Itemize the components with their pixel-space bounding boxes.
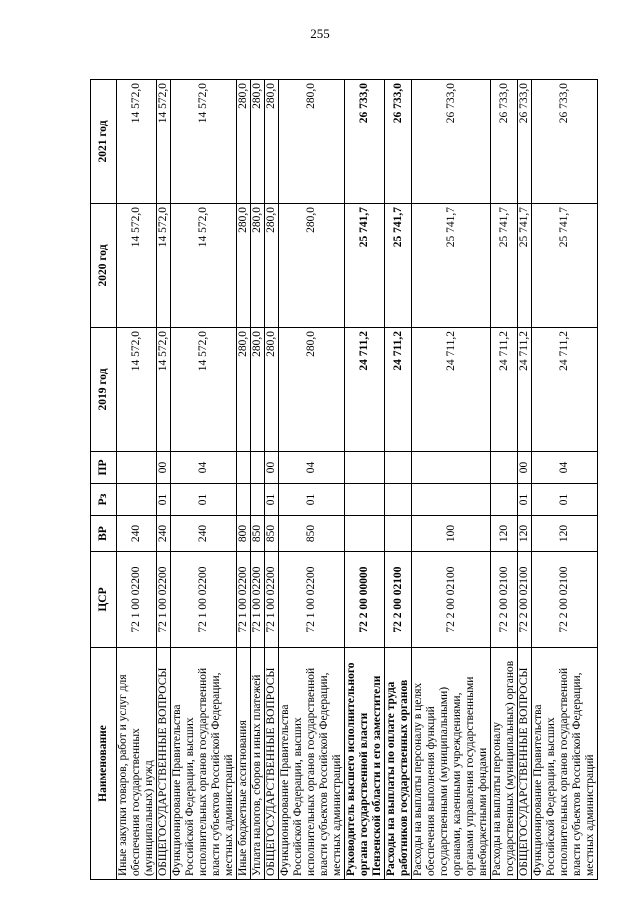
row-csr: 72 1 00 02200 — [251, 552, 265, 648]
row-2021: 26 733,0 — [345, 80, 385, 204]
row-pr: 00 — [157, 452, 171, 484]
table-row — [117, 80, 157, 880]
row-vr: 850 — [279, 516, 345, 552]
header-vr: ВР — [91, 516, 117, 552]
row-vr: 240 — [171, 516, 237, 552]
budget-table-rotated — [90, 80, 596, 880]
row-2020: 14 572,0 — [171, 204, 237, 328]
header-2021: 2021 год — [91, 80, 117, 204]
row-rz — [345, 484, 385, 516]
table-row — [171, 80, 237, 880]
row-vr: 850 — [251, 516, 265, 552]
row-pr — [237, 452, 251, 484]
row-2021: 26 733,0 — [491, 80, 518, 204]
row-vr: 240 — [117, 516, 157, 552]
row-name: Функционирование Правительства Российской Федерации, высших исполнительных органов государственной власти субъектов Российской Федерации, местных администраций — [279, 648, 345, 880]
row-csr: 72 2 00 00000 — [345, 552, 385, 648]
header-rz: Рз — [91, 484, 117, 516]
row-pr: 04 — [532, 452, 598, 484]
table-body — [117, 80, 598, 880]
row-rz — [117, 484, 157, 516]
row-vr: 850 — [265, 516, 279, 552]
row-2020: 280,0 — [265, 204, 279, 328]
page-number: 255 — [310, 26, 330, 41]
row-2020: 14 572,0 — [157, 204, 171, 328]
row-csr: 72 1 00 02200 — [265, 552, 279, 648]
row-2019: 14 572,0 — [171, 328, 237, 452]
table-row — [491, 80, 518, 880]
header-csr: ЦСР — [91, 552, 117, 648]
budget-table — [90, 79, 598, 880]
row-2021: 14 572,0 — [157, 80, 171, 204]
row-2021: 26 733,0 — [518, 80, 532, 204]
row-2020: 25 741,7 — [491, 204, 518, 328]
table-row — [251, 80, 265, 880]
row-rz — [491, 484, 518, 516]
header-row — [91, 80, 117, 880]
row-2019: 280,0 — [251, 328, 265, 452]
row-name: Иные закупки товаров, работ и услуг для обеспечения государственных (муниципальных) нужд — [117, 648, 157, 880]
row-rz — [385, 484, 412, 516]
row-csr: 72 2 00 02100 — [385, 552, 412, 648]
row-rz: 01 — [171, 484, 237, 516]
row-vr: 800 — [237, 516, 251, 552]
table-row — [518, 80, 532, 880]
row-csr: 72 2 00 02100 — [518, 552, 532, 648]
row-name: Расходы на выплаты персоналу государственных (муниципальных) органов — [491, 648, 518, 880]
row-rz: 01 — [265, 484, 279, 516]
row-2019: 24 711,2 — [532, 328, 598, 452]
row-2021: 14 572,0 — [117, 80, 157, 204]
row-name: ОБЩЕГОСУДАРСТВЕННЫЕ ВОПРОСЫ — [518, 648, 532, 880]
row-pr — [251, 452, 265, 484]
row-2019: 14 572,0 — [157, 328, 171, 452]
row-name: Иные бюджетные ассигнования — [237, 648, 251, 880]
row-name: Функционирование Правительства Российской Федерации, высших исполнительных органов государственной власти субъектов Российской Федерации, местных администраций — [171, 648, 237, 880]
row-2021: 14 572,0 — [171, 80, 237, 204]
row-rz — [237, 484, 251, 516]
header-name: Наименование — [91, 648, 117, 880]
row-2019: 280,0 — [265, 328, 279, 452]
row-2020: 25 741,7 — [385, 204, 412, 328]
table-row — [279, 80, 345, 880]
row-name: ОБЩЕГОСУДАРСТВЕННЫЕ ВОПРОСЫ — [265, 648, 279, 880]
row-2020: 280,0 — [279, 204, 345, 328]
row-pr: 00 — [518, 452, 532, 484]
row-vr: 100 — [412, 516, 491, 552]
row-2021: 26 733,0 — [385, 80, 412, 204]
row-csr: 72 2 00 02100 — [532, 552, 598, 648]
row-rz — [251, 484, 265, 516]
row-csr: 72 1 00 02200 — [237, 552, 251, 648]
row-2021: 280,0 — [265, 80, 279, 204]
row-csr: 72 1 00 02200 — [117, 552, 157, 648]
row-2019: 280,0 — [237, 328, 251, 452]
header-2020: 2020 год — [91, 204, 117, 328]
row-rz: 01 — [157, 484, 171, 516]
table-row — [237, 80, 251, 880]
row-name: ОБЩЕГОСУДАРСТВЕННЫЕ ВОПРОСЫ — [157, 648, 171, 880]
row-2019: 14 572,0 — [117, 328, 157, 452]
row-rz: 01 — [518, 484, 532, 516]
row-pr — [412, 452, 491, 484]
row-pr: 04 — [171, 452, 237, 484]
table-row — [412, 80, 491, 880]
row-name: Расходы на выплаты персоналу в целях обеспечения выполнения функций государственными (муниципальными) органами, казенными учреждениями, органами управления государственными внебюджетными фондами — [412, 648, 491, 880]
row-2020: 280,0 — [237, 204, 251, 328]
table-row — [157, 80, 171, 880]
row-2019: 24 711,2 — [345, 328, 385, 452]
table-row — [532, 80, 598, 880]
row-csr: 72 2 00 02100 — [491, 552, 518, 648]
row-2020: 25 741,7 — [345, 204, 385, 328]
row-csr: 72 1 00 02200 — [279, 552, 345, 648]
header-2019: 2019 год — [91, 328, 117, 452]
row-2020: 280,0 — [251, 204, 265, 328]
row-2021: 280,0 — [251, 80, 265, 204]
header-pr: ПР — [91, 452, 117, 484]
row-2019: 24 711,2 — [385, 328, 412, 452]
row-pr — [385, 452, 412, 484]
row-2019: 24 711,2 — [518, 328, 532, 452]
row-rz: 01 — [279, 484, 345, 516]
row-2020: 25 741,7 — [412, 204, 491, 328]
row-2019: 280,0 — [279, 328, 345, 452]
row-2021: 26 733,0 — [412, 80, 491, 204]
row-vr: 240 — [157, 516, 171, 552]
row-csr: 72 1 00 02200 — [171, 552, 237, 648]
table-row — [265, 80, 279, 880]
row-2019: 24 711,2 — [412, 328, 491, 452]
row-name: Расходы на выплаты по оплате труда работников государственных органов — [385, 648, 412, 880]
row-2021: 26 733,0 — [532, 80, 598, 204]
row-2021: 280,0 — [237, 80, 251, 204]
row-vr: 120 — [532, 516, 598, 552]
row-pr — [345, 452, 385, 484]
row-pr — [117, 452, 157, 484]
row-name: Руководитель высшего исполнительного органа государственной власти Пензенской области и его заместители — [345, 648, 385, 880]
table-row — [385, 80, 412, 880]
row-vr: 120 — [491, 516, 518, 552]
row-csr: 72 1 00 02200 — [157, 552, 171, 648]
row-2020: 25 741,7 — [532, 204, 598, 328]
row-2020: 14 572,0 — [117, 204, 157, 328]
row-2021: 280,0 — [279, 80, 345, 204]
row-pr: 04 — [279, 452, 345, 484]
row-rz: 01 — [532, 484, 598, 516]
row-2019: 24 711,2 — [491, 328, 518, 452]
row-rz — [412, 484, 491, 516]
row-name: Уплата налогов, сборов и иных платежей — [251, 648, 265, 880]
row-csr: 72 2 00 02100 — [412, 552, 491, 648]
row-vr: 120 — [518, 516, 532, 552]
row-vr — [385, 516, 412, 552]
table-row — [345, 80, 385, 880]
row-name: Функционирование Правительства Российской Федерации, высших исполнительных органов государственной власти субъектов Российской Федерации, местных администраций — [532, 648, 598, 880]
row-pr — [491, 452, 518, 484]
row-2020: 25 741,7 — [518, 204, 532, 328]
row-vr — [345, 516, 385, 552]
row-pr: 00 — [265, 452, 279, 484]
